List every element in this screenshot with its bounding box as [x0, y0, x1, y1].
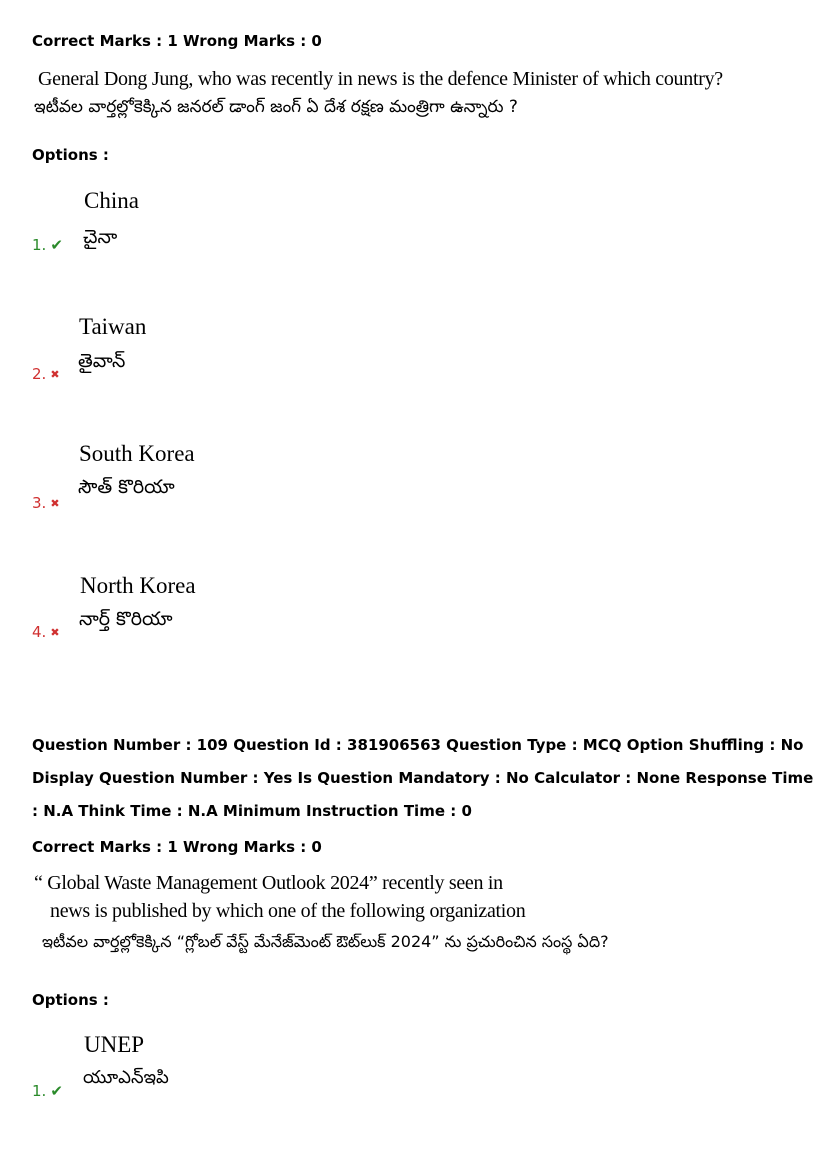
cross-icon: ✖ [50, 367, 60, 381]
correct-wrong-marks: Correct Marks : 1 Wrong Marks : 0 [32, 32, 322, 50]
option-1-number [32, 1082, 63, 1100]
question-text-telugu: ఇటీవల వార్తల్లోకెక్కిన జనరల్ డాంగ్ జంగ్ ఏ దేశ రక్షణ మంత్రిగా ఉన్నారు ? [34, 97, 518, 117]
option-number-label: 3. [32, 494, 47, 512]
option-1-number [32, 236, 63, 254]
question-text-english: General Dong Jung, who was recently in news is the defence Minister of which country? [38, 68, 723, 90]
question-meta-line-1: Question Number : 109 Question Id : 381906563 Question Type : MCQ Option Shuffling : No [32, 736, 804, 754]
option-1-telugu: యూఎన్ఇపి [83, 1067, 169, 1088]
correct-wrong-marks: Correct Marks : 1 Wrong Marks : 0 [32, 838, 322, 856]
option-3-number [32, 494, 60, 512]
check-icon: ✔ [50, 236, 63, 254]
options-label: Options : [32, 991, 109, 1009]
option-2-number [32, 365, 60, 383]
option-number-label: 4. [32, 623, 47, 641]
check-icon: ✔ [50, 1082, 63, 1100]
question-text-telugu: ఇటీవల వార్తల్లోకెక్కిన “గ్లోబల్ వేస్ట్ మేనేజ్‌మెంట్ ఔట్‌లుక్ 2024” ను ప్రచురించిన సంస్థ ఏది? [42, 932, 609, 951]
question-meta-line-3: : N.A Think Time : N.A Minimum Instruction Time : 0 [32, 802, 472, 820]
option-number-label: 2. [32, 365, 47, 383]
option-2-english: Taiwan [79, 314, 147, 339]
option-4-number [32, 623, 60, 641]
question-text-english-line-1: “ Global Waste Management Outlook 2024” recently seen in [34, 872, 503, 894]
cross-icon: ✖ [50, 625, 60, 639]
option-3-telugu: సౌత్ కొరియా [78, 476, 175, 498]
option-2-telugu: తైవాన్ [78, 350, 126, 372]
option-4-telugu: నార్త్ కొరియా [79, 608, 173, 630]
option-number-label: 1. [32, 236, 47, 254]
options-label: Options : [32, 146, 109, 164]
option-1-english: China [84, 188, 139, 213]
option-1-english: UNEP [84, 1032, 145, 1057]
cross-icon: ✖ [50, 496, 60, 510]
option-4-english: North Korea [80, 573, 196, 598]
option-1-telugu: చైనా [83, 226, 118, 248]
option-3-english: South Korea [79, 441, 195, 466]
question-text-english-line-2: news is published by which one of the following organization [50, 900, 526, 922]
option-number-label: 1. [32, 1082, 47, 1100]
question-meta-line-2: Display Question Number : Yes Is Question Mandatory : No Calculator : None Response Time [32, 769, 814, 787]
